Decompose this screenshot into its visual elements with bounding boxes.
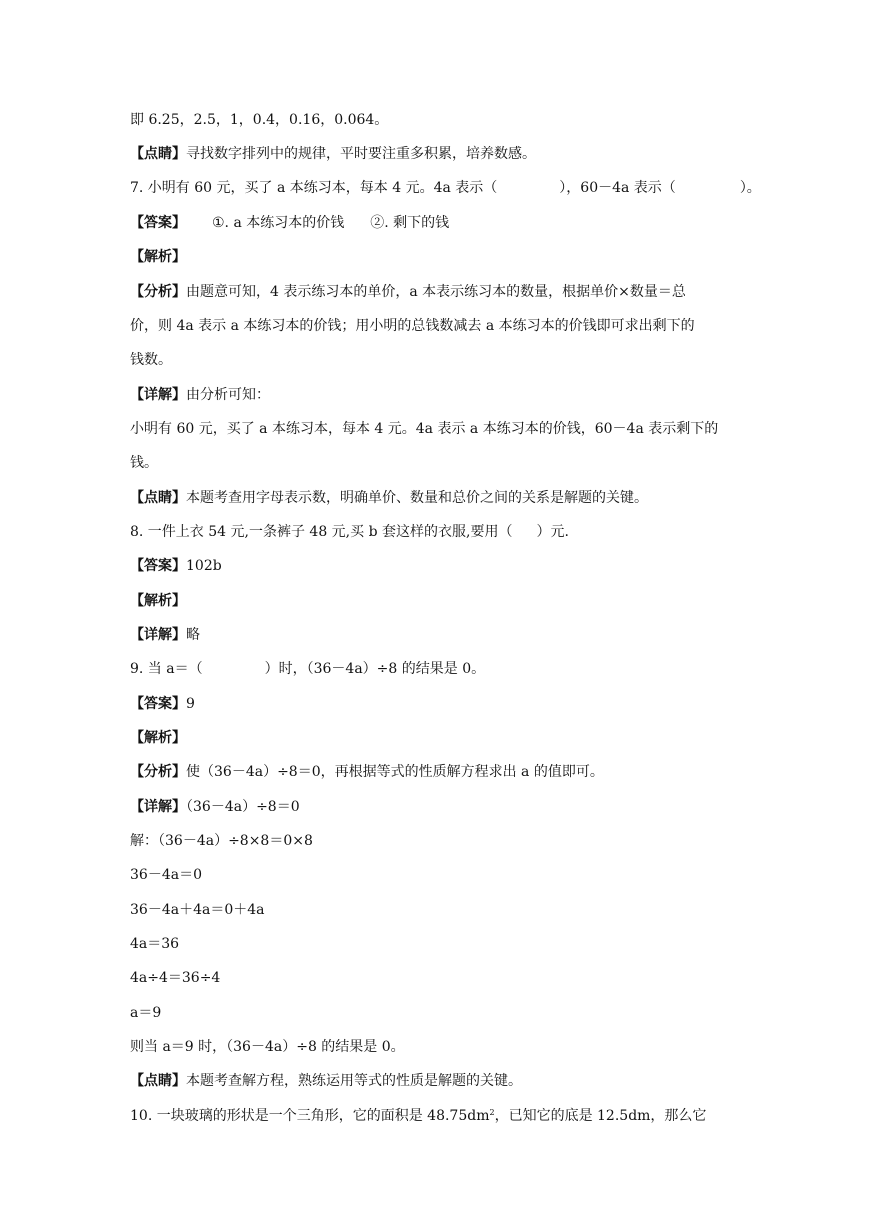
tip-text: 本题考查解方程，熟练运用等式的性质是解题的关键。	[186, 1073, 522, 1089]
xiangjie-tag: 【详解】	[130, 627, 186, 643]
xiangjie-text: 钱。	[130, 455, 158, 471]
xiangjie-tag: 【详解】	[130, 387, 186, 403]
q7-xiangjie-body-2	[130, 453, 739, 473]
answer-tag: 【答案】	[130, 696, 186, 712]
solution-text: 解：（36－4a）÷8×8＝0×8	[130, 833, 313, 849]
solution-text: 36－4a＝0	[130, 867, 202, 883]
solution-text: 36－4a＋4a＝0＋4a	[130, 902, 265, 918]
question-8	[130, 522, 739, 542]
solution-step-1	[130, 831, 739, 851]
q7-tip-line	[130, 488, 739, 508]
solution-text: a＝9	[130, 1005, 162, 1021]
xiangjie-text: （36－4a）÷8＝0	[186, 799, 300, 815]
tip-text: 本题考查用字母表示数，明确单价、数量和总价之间的关系是解题的关键。	[186, 490, 648, 506]
question-text: ）元.	[536, 524, 569, 540]
q8-answer-line	[130, 556, 739, 576]
q9-xiangjie-line	[130, 797, 739, 817]
solution-text: 4a÷4＝36÷4	[130, 970, 221, 986]
fenxi-text: 钱数。	[130, 352, 172, 368]
question-text: 9. 当 a＝（	[130, 661, 203, 677]
analysis-tag: 【解析】	[130, 730, 186, 746]
solution-text: 4a＝36	[130, 936, 180, 952]
fenxi-tag: 【分析】	[130, 764, 186, 780]
sequence-result-line	[130, 110, 739, 130]
solution-text: 则当 a＝9 时，（36－4a）÷8 的结果是 0。	[130, 1039, 405, 1055]
answer-text: 9	[186, 696, 195, 712]
solution-conclusion	[130, 1037, 739, 1057]
question-text: ）。	[739, 180, 761, 196]
tip-tag: 【点睛】	[130, 146, 186, 162]
question-text: 10. 一块玻璃的形状是一个三角形，它的面积是 48.75dm	[130, 1108, 490, 1124]
fenxi-tag: 【分析】	[130, 284, 186, 300]
superscript: 2	[489, 1108, 495, 1117]
solution-step-6	[130, 1003, 739, 1023]
q9-tip-line	[130, 1071, 739, 1091]
fenxi-text: 由题意可知，4 表示练习本的单价，a 本表示练习本的数量，根据单价×数量＝总	[186, 284, 686, 300]
answer-tag: 【答案】	[130, 558, 186, 574]
q6-tip-line	[130, 144, 739, 164]
question-text: 8. 一件上衣 54 元,一条裤子 48 元,买 b 套这样的衣服,要用（	[130, 524, 513, 540]
text: 即 6.25，2.5，1，0.4，0.16，0.064。	[130, 112, 389, 128]
answer-tag: 【答案】	[130, 215, 186, 231]
question-7	[130, 178, 761, 198]
xiangjie-text: 略	[186, 627, 200, 643]
analysis-tag: 【解析】	[130, 249, 186, 265]
answer-option-2: ②. 剩下的钱	[370, 215, 450, 231]
q7-xiangjie-body-1	[130, 419, 739, 439]
xiangjie-text: 小明有 60 元，买了 a 本练习本，每本 4 元。4a 表示 a 本练习本的价钱，60－4a 表示剩下的	[130, 421, 719, 437]
analysis-tag: 【解析】	[130, 593, 186, 609]
question-text: 7. 小明有 60 元，买了 a 本练习本，每本 4 元。4a 表示（	[130, 180, 498, 196]
tip-tag: 【点睛】	[130, 1073, 186, 1089]
solution-step-5	[130, 968, 739, 988]
fenxi-text: 价，则 4a 表示 a 本练习本的价钱；用小明的总钱数减去 a 本练习本的价钱即可求出剩下的	[130, 318, 695, 334]
question-text: ），60－4a 表示（	[559, 180, 676, 196]
solution-step-3	[130, 900, 739, 920]
q9-answer-line	[130, 694, 739, 714]
tip-tag: 【点睛】	[130, 490, 186, 506]
q7-answer-line	[130, 213, 739, 233]
q7-fenxi-line-3	[130, 350, 739, 370]
answer-text: 102b	[186, 558, 222, 574]
q7-xiangjie-line	[130, 385, 739, 405]
solution-step-4	[130, 934, 739, 954]
q7-analysis-heading	[130, 247, 739, 267]
xiangjie-tag: 【详解】	[130, 799, 186, 815]
question-text: ）时，（36－4a）÷8 的结果是 0。	[264, 661, 486, 677]
tip-text: 寻找数字排列中的规律，平时要注重多积累，培养数感。	[186, 146, 536, 162]
question-10	[130, 1106, 739, 1126]
q9-fenxi-line	[130, 762, 739, 782]
q7-fenxi-line-2	[130, 316, 739, 336]
fenxi-text: 使（36－4a）÷8＝0，再根据等式的性质解方程求出 a 的值即可。	[186, 764, 604, 780]
q9-analysis-heading	[130, 728, 739, 748]
q7-fenxi-line-1	[130, 282, 739, 302]
solution-step-2	[130, 865, 739, 885]
question-9	[130, 659, 739, 679]
xiangjie-text: 由分析可知：	[186, 387, 270, 403]
q8-analysis-heading	[130, 591, 739, 611]
answer-option-1: ①. a 本练习本的价钱	[212, 215, 345, 231]
question-text: ，已知它的底是 12.5dm，那么它	[494, 1108, 707, 1124]
q8-xiangjie-line	[130, 625, 739, 645]
